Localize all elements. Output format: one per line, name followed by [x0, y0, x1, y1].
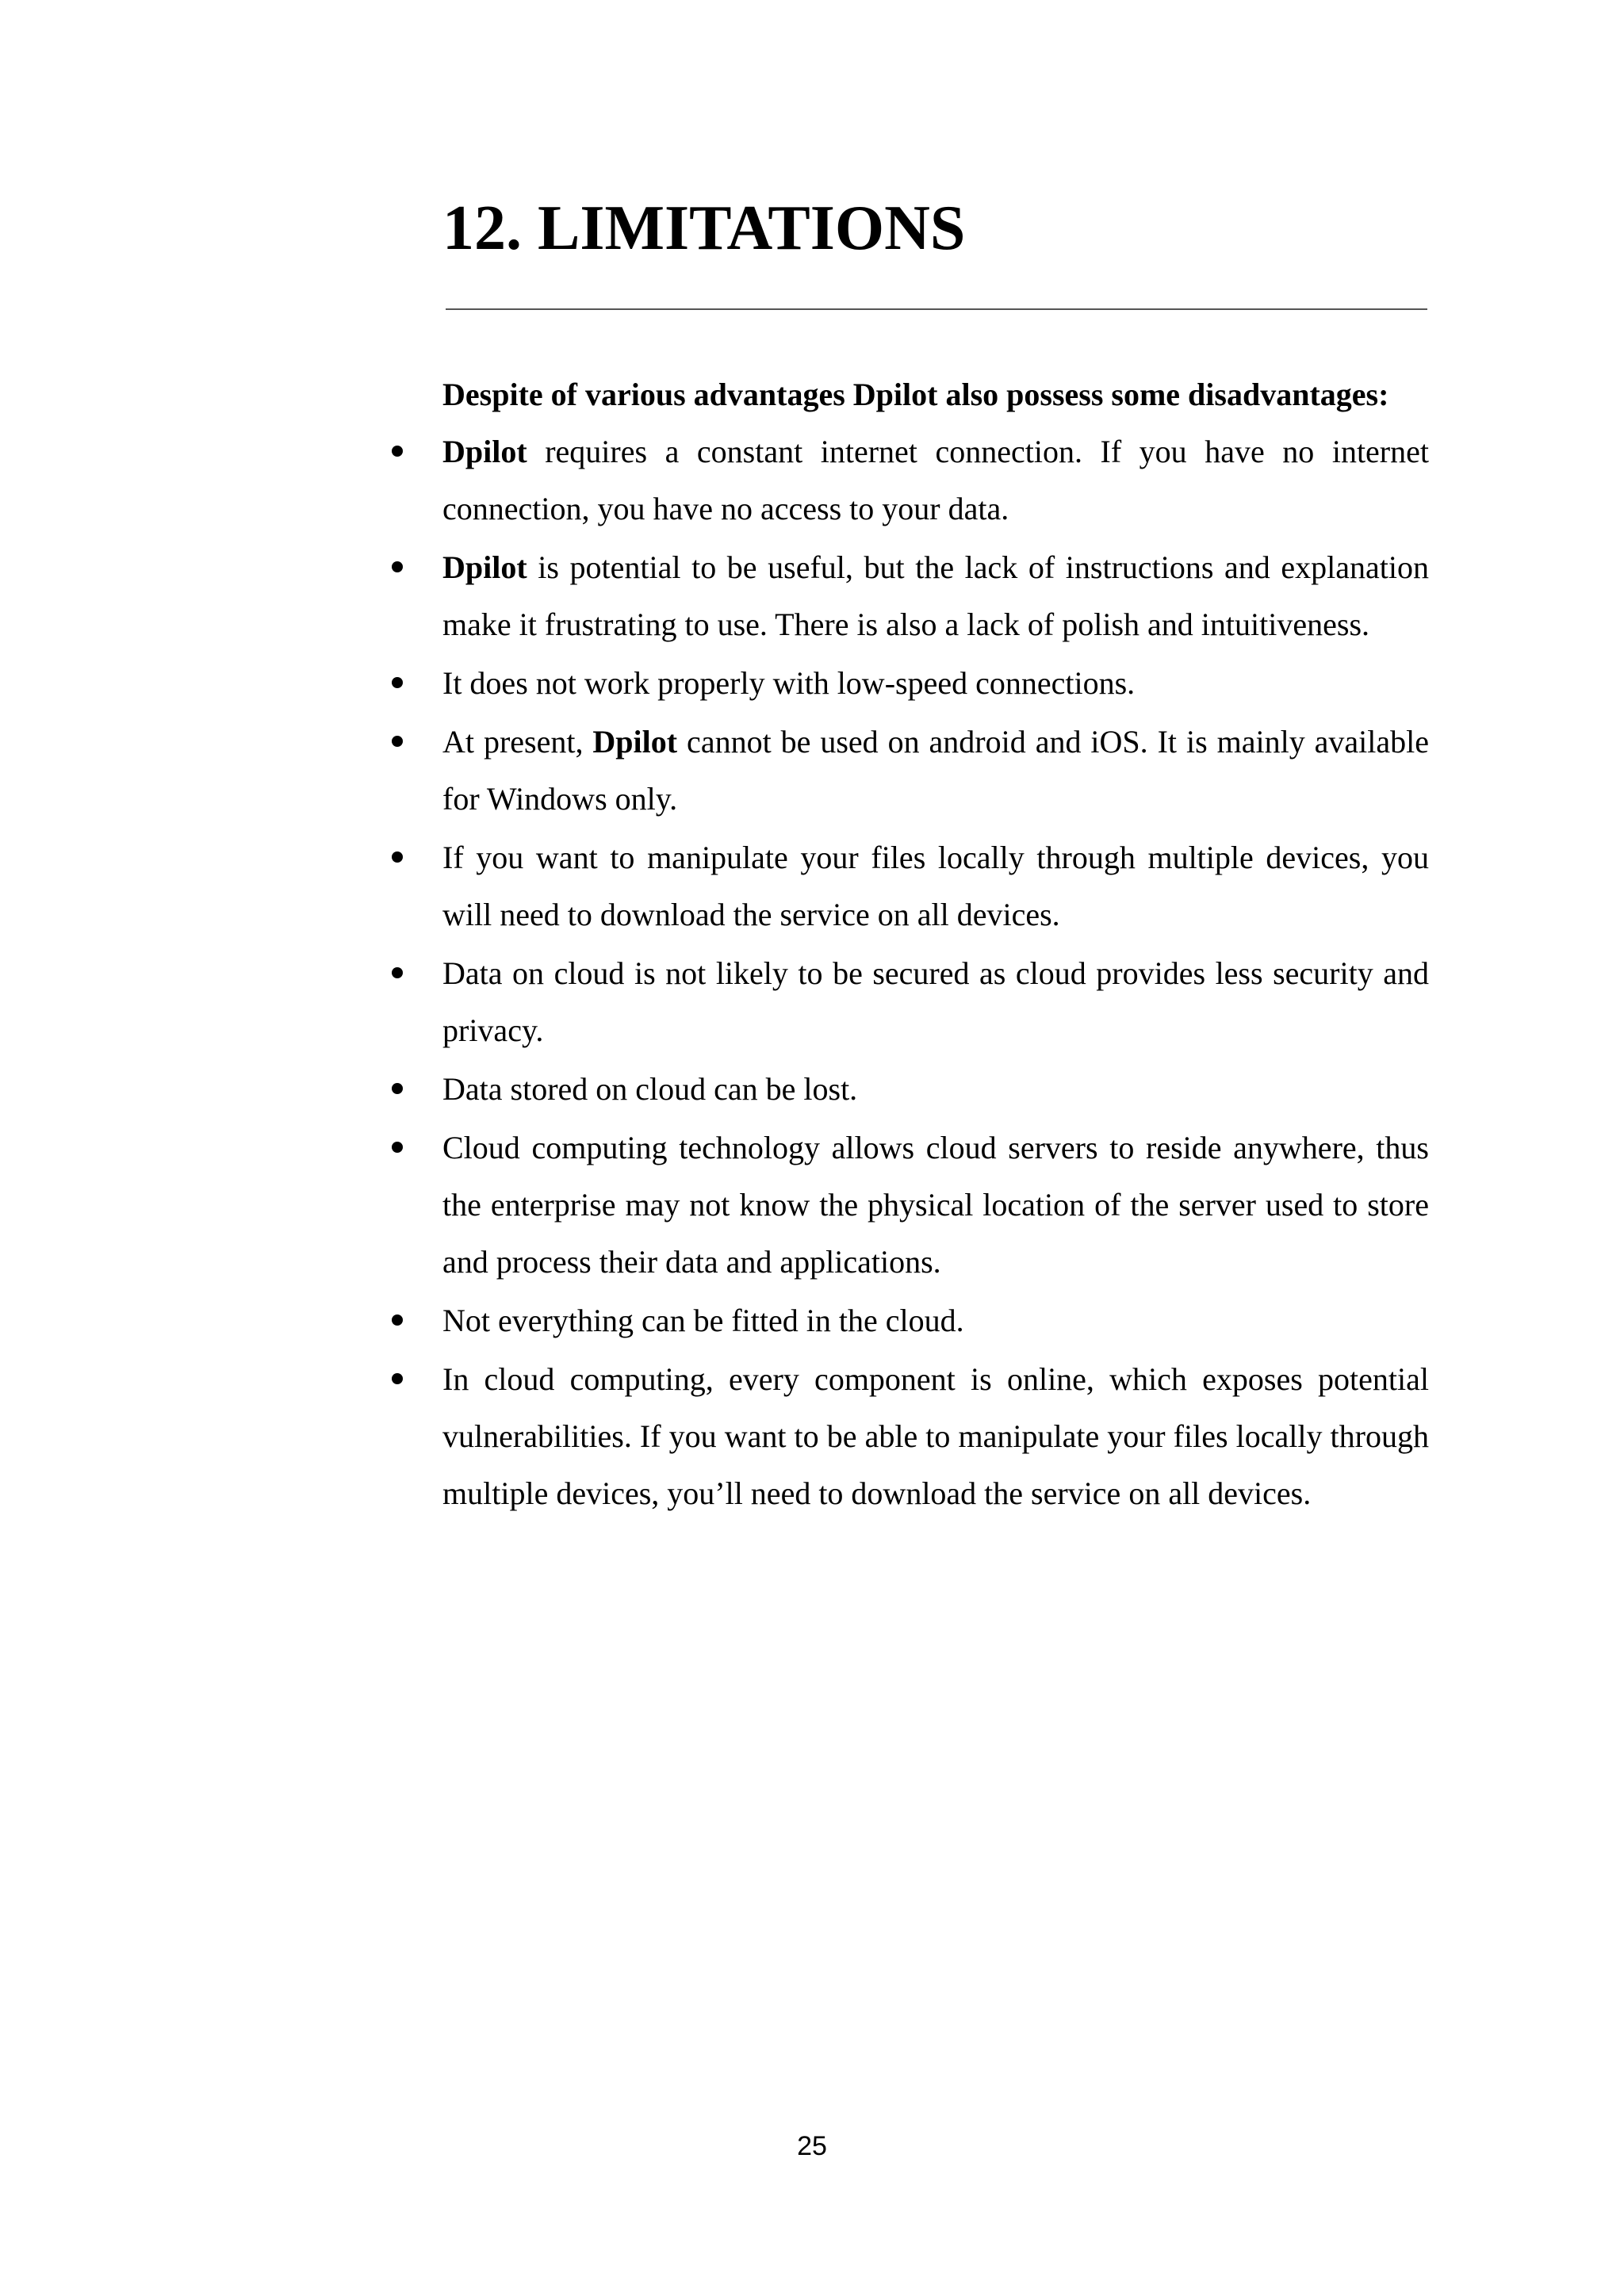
heading-rule: [446, 308, 1427, 310]
bullet-icon: [392, 561, 403, 572]
list-item-text: At present, Dpilot cannot be used on android and iOS. It is mainly available for Windows only.: [442, 724, 1429, 817]
page-number: 25: [797, 2131, 827, 2161]
list-item: [0, 1119, 1429, 1291]
list-item: [0, 945, 1429, 1059]
bullet-icon: [392, 1142, 403, 1153]
list-item-text: It does not work properly with low-speed connections.: [442, 665, 1136, 701]
list-item: [0, 539, 1429, 653]
bullet-icon: [392, 1314, 403, 1326]
list-item: [0, 423, 1429, 538]
bullet-icon: [392, 851, 403, 863]
bullet-icon: [392, 446, 403, 457]
list-item-text: Data stored on cloud can be lost.: [442, 1071, 858, 1107]
limitations-list: [0, 423, 1624, 1524]
list-item-text: Cloud computing technology allows cloud servers to reside anywhere, thus the enterprise may not know the physical location of the server used to store and process their data and applications.: [442, 1130, 1429, 1280]
list-item: [0, 829, 1429, 943]
page-heading: 12. LIMITATIONS: [442, 193, 966, 263]
bullet-icon: [392, 1373, 403, 1384]
list-item: [0, 1351, 1429, 1522]
list-item: [0, 655, 1429, 712]
bullet-icon: [392, 967, 403, 978]
list-item-text: Not everything can be fitted in the cloud.: [442, 1303, 964, 1338]
list-item-text: If you want to manipulate your files locally through multiple devices, you will need to download the service on all devices.: [442, 840, 1429, 932]
list-item-text: In cloud computing, every component is online, which exposes potential vulnerabilities. If you want to be able to manipulate your files locally through multiple devices, you’ll need to download the service on all devices.: [442, 1361, 1429, 1511]
bullet-icon: [392, 736, 403, 747]
list-item: [0, 1061, 1429, 1118]
list-item-text: Data on cloud is not likely to be secured as cloud provides less security and privacy.: [442, 955, 1429, 1048]
bullet-icon: [392, 1083, 403, 1094]
list-item-text: Dpilot is potential to be useful, but the lack of instructions and explanation make it frustrating to use. There is also a lack of polish and intuitiveness.: [442, 549, 1429, 642]
list-item: [0, 1292, 1429, 1349]
list-item-text: Dpilot requires a constant internet connection. If you have no internet connection, you have no access to your data.: [442, 434, 1429, 526]
list-item: [0, 714, 1429, 828]
bullet-icon: [392, 677, 403, 688]
intro-text: Despite of various advantages Dpilot also possess some disadvantages:: [442, 377, 1389, 412]
